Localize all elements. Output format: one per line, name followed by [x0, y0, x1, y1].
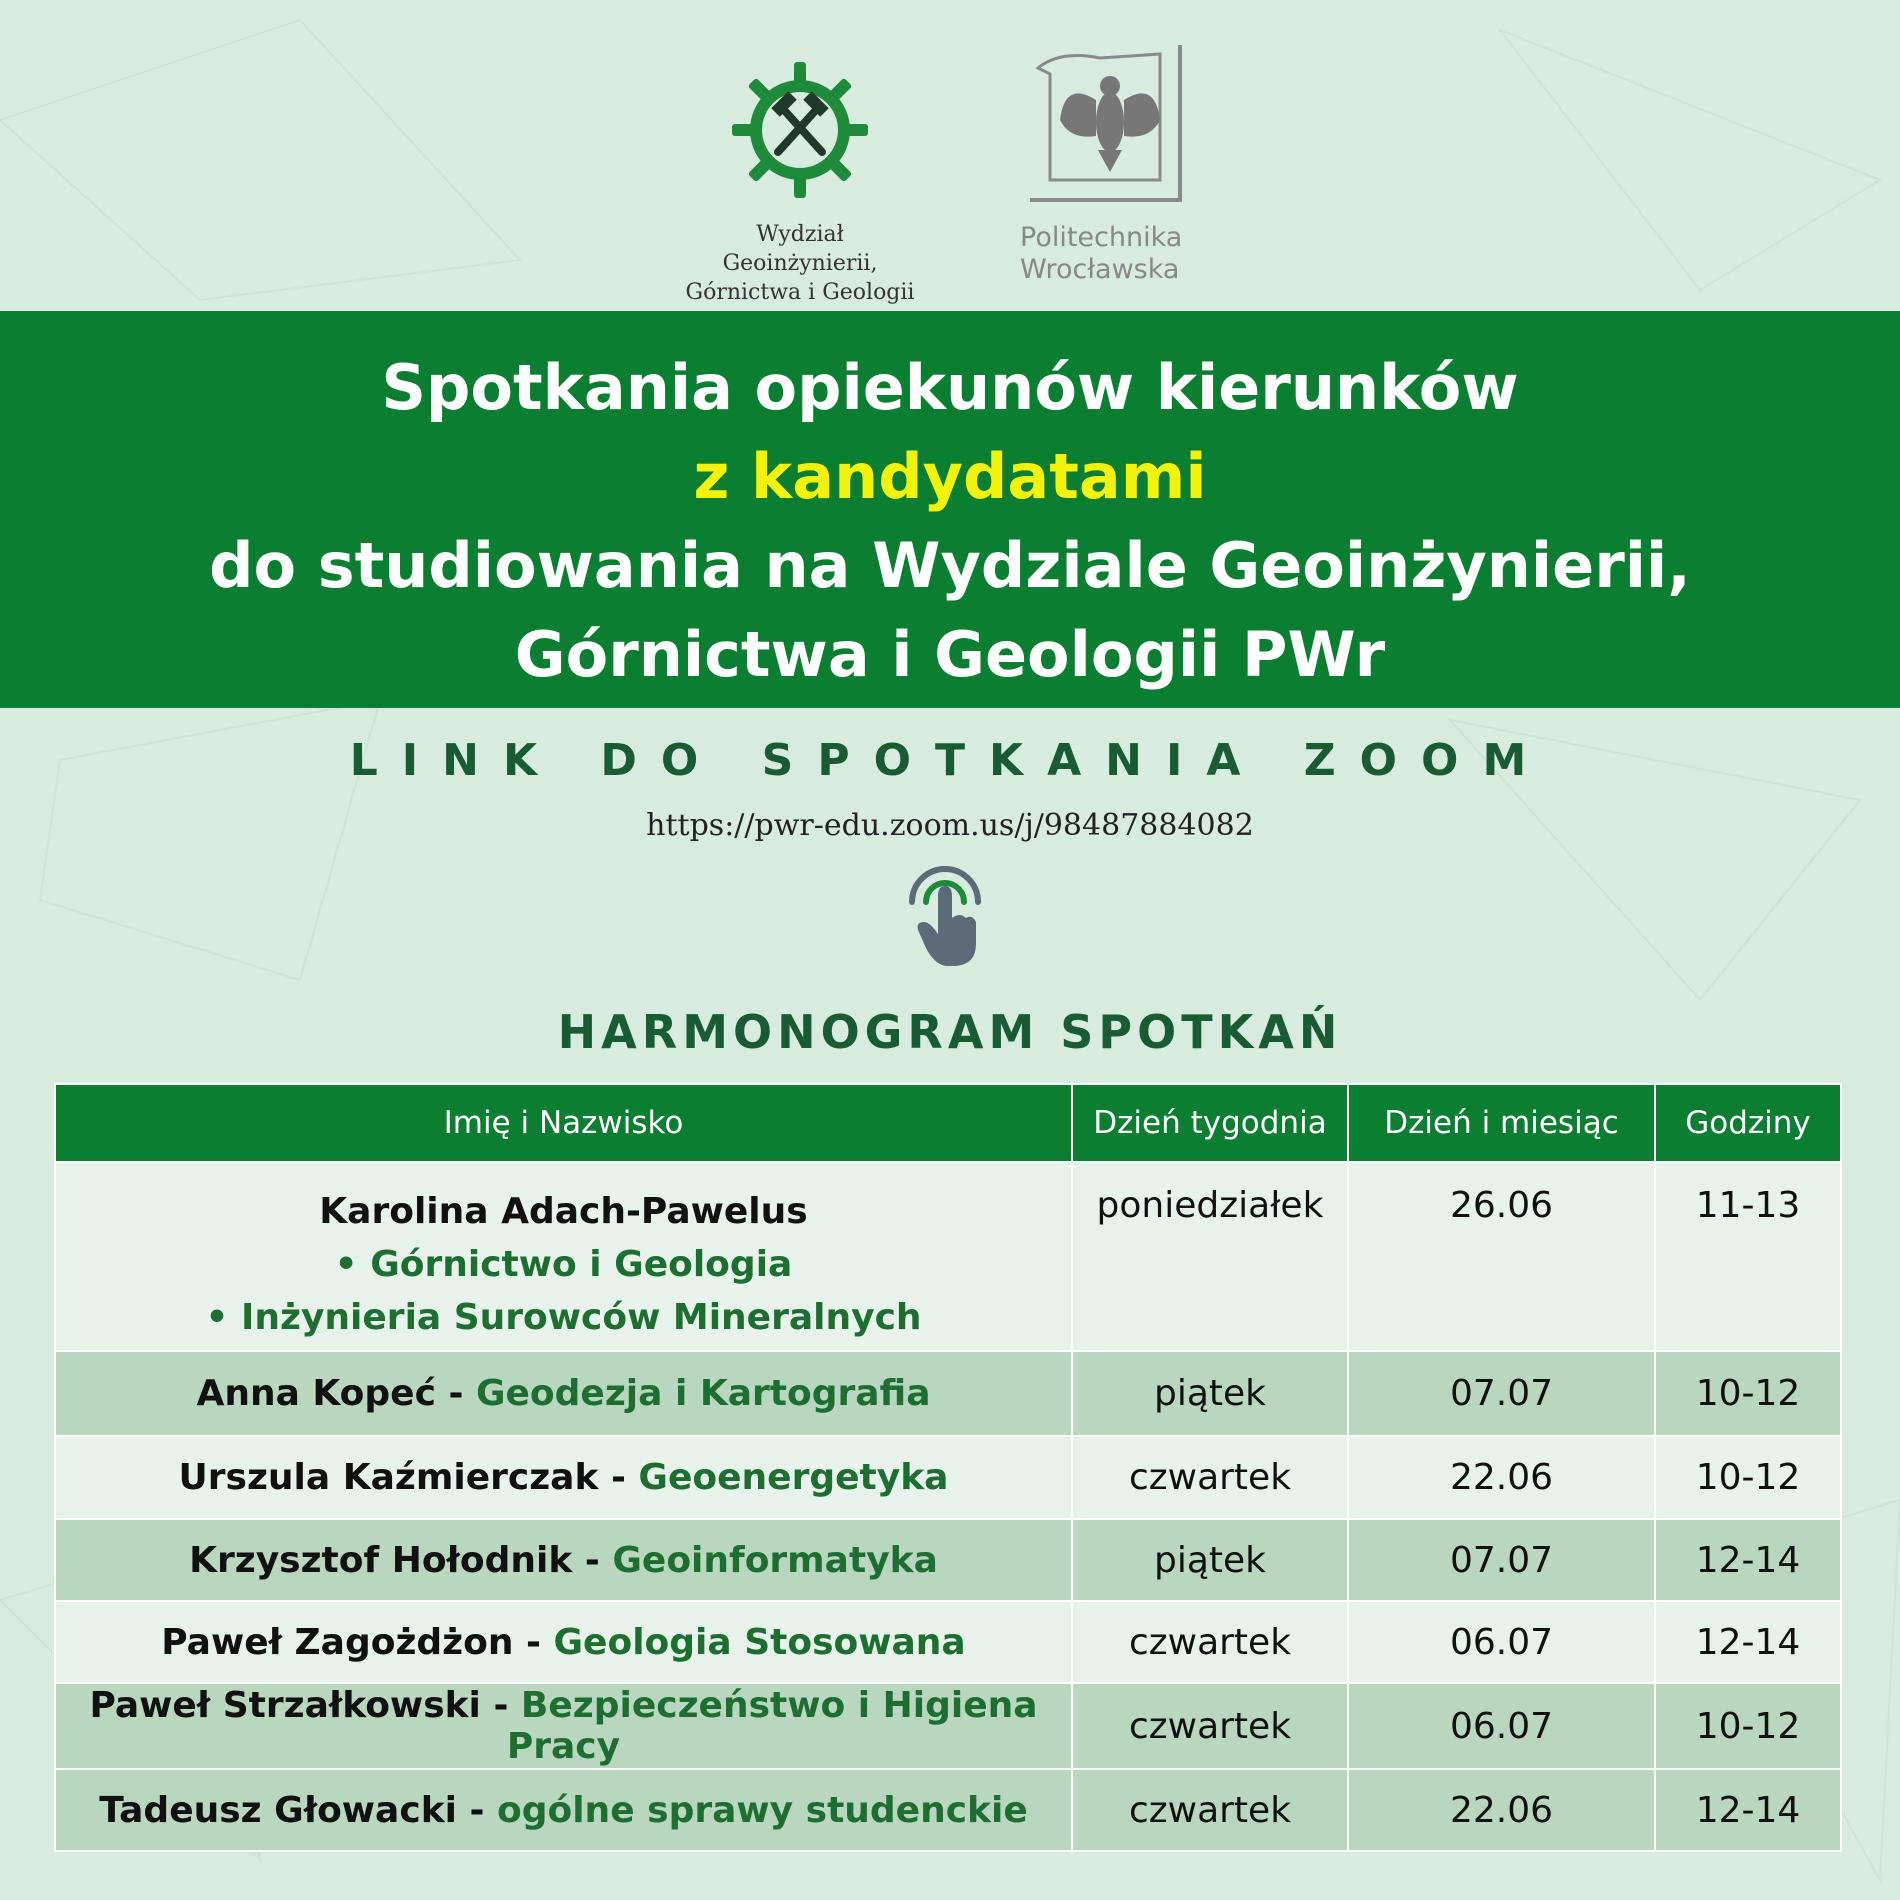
date-cell: 06.07	[1348, 1683, 1655, 1769]
faculty-caption-line2: Górnictwa i Geologii	[685, 280, 915, 305]
weekday-cell: piątek	[1072, 1351, 1348, 1436]
hours-cell: 12-14	[1655, 1769, 1841, 1851]
weekday-cell: piątek	[1072, 1519, 1348, 1601]
table-row	[55, 1436, 1841, 1519]
field-of-study: Geodezja i Kartografia	[475, 1373, 931, 1414]
weekday-cell: czwartek	[1072, 1769, 1348, 1851]
date-cell: 22.06	[1348, 1769, 1655, 1851]
header-hours: Godziny	[1655, 1084, 1841, 1162]
hours-cell: 10-12	[1655, 1683, 1841, 1769]
tutor-name: Anna Kopeć	[196, 1373, 436, 1414]
table-row	[55, 1769, 1841, 1851]
banner-line-3: do studiowania na Wydziale Geoinżynierii,	[209, 529, 1691, 602]
date-cell: 07.07	[1348, 1351, 1655, 1436]
tutor-name: Urszula Kaźmierczak	[178, 1457, 599, 1498]
field-of-study: Geoinformatyka	[612, 1539, 938, 1581]
date-cell: 26.06	[1348, 1162, 1655, 1351]
zoom-link-heading: LINK DO SPOTKANIA ZOOM	[349, 735, 1551, 786]
name-cell	[55, 1601, 1072, 1683]
logo-bar	[0, 40, 1900, 305]
faculty-logo	[680, 60, 920, 307]
name-cell	[55, 1519, 1072, 1601]
university-logo	[1020, 40, 1210, 286]
university-caption-line2: Wrocławska	[1020, 254, 1180, 285]
gear-hammers-icon	[730, 60, 870, 200]
date-cell: 06.07	[1348, 1601, 1655, 1683]
hours-cell: 12-14	[1655, 1601, 1841, 1683]
schedule-heading: HARMONOGRAM SPOTKAŃ	[557, 1005, 1343, 1059]
field-of-study: Geoenergetyka	[638, 1457, 949, 1498]
tutor-name: Paweł Strzałkowski	[89, 1685, 481, 1726]
date-cell: 22.06	[1348, 1436, 1655, 1519]
separator: -	[480, 1685, 521, 1726]
separator: -	[513, 1621, 554, 1663]
table-row	[55, 1683, 1841, 1769]
title-banner	[0, 311, 1900, 708]
table-header-row	[55, 1084, 1841, 1162]
hours-cell: 10-12	[1655, 1351, 1841, 1436]
banner-line-1: Spotkania opiekunów kierunków	[381, 351, 1519, 424]
tutor-name: Paweł Zagożdżon	[161, 1621, 514, 1663]
weekday-cell: poniedziałek	[1072, 1162, 1348, 1351]
banner-line-2: z kandydatami	[693, 440, 1207, 513]
eagle-crest-icon	[1020, 40, 1190, 210]
separator: -	[598, 1457, 639, 1498]
name-cell	[55, 1351, 1072, 1436]
tap-finger-icon[interactable]	[900, 856, 990, 971]
name-cell	[55, 1436, 1072, 1519]
header-date: Dzień i miesiąc	[1348, 1084, 1655, 1162]
table-row	[55, 1519, 1841, 1601]
field-of-study: ogólne sprawy studenckie	[496, 1789, 1028, 1831]
weekday-cell: czwartek	[1072, 1601, 1348, 1683]
table-row	[55, 1601, 1841, 1683]
table-row	[55, 1351, 1841, 1436]
hours-cell: 10-12	[1655, 1436, 1841, 1519]
weekday-cell: czwartek	[1072, 1436, 1348, 1519]
name-cell	[55, 1162, 1072, 1351]
separator: -	[456, 1789, 497, 1831]
faculty-caption-line1: Wydział Geoinżynierii,	[722, 222, 878, 276]
field-of-study: Bezpieczeństwo i Higiena Pracy	[506, 1685, 1038, 1767]
banner-line-4: Górnictwa i Geologii PWr	[514, 618, 1386, 691]
header-name: Imię i Nazwisko	[55, 1084, 1072, 1162]
hours-cell: 11-13	[1655, 1162, 1841, 1351]
field-of-study: Geologia Stosowana	[553, 1621, 966, 1663]
date-cell: 07.07	[1348, 1519, 1655, 1601]
field-of-study: • Górnictwo i Geologia	[334, 1244, 793, 1285]
zoom-url-link[interactable]: https://pwr-edu.zoom.us/j/98487884082	[646, 808, 1254, 843]
field-of-study: • Inżynieria Surowców Mineralnych	[205, 1297, 922, 1338]
table-row	[55, 1162, 1841, 1351]
university-caption-line1: Politechnika	[1020, 222, 1183, 253]
tutor-name: Karolina Adach-Pawelus	[319, 1191, 808, 1232]
weekday-cell: czwartek	[1072, 1683, 1348, 1769]
separator: -	[572, 1539, 613, 1581]
tutor-name: Krzysztof Hołodnik	[189, 1539, 573, 1581]
schedule-table	[54, 1083, 1842, 1852]
header-weekday: Dzień tygodnia	[1072, 1084, 1348, 1162]
name-cell	[55, 1683, 1072, 1769]
separator: -	[435, 1373, 476, 1414]
name-cell	[55, 1769, 1072, 1851]
hours-cell: 12-14	[1655, 1519, 1841, 1601]
tutor-name: Tadeusz Głowacki	[99, 1789, 457, 1831]
